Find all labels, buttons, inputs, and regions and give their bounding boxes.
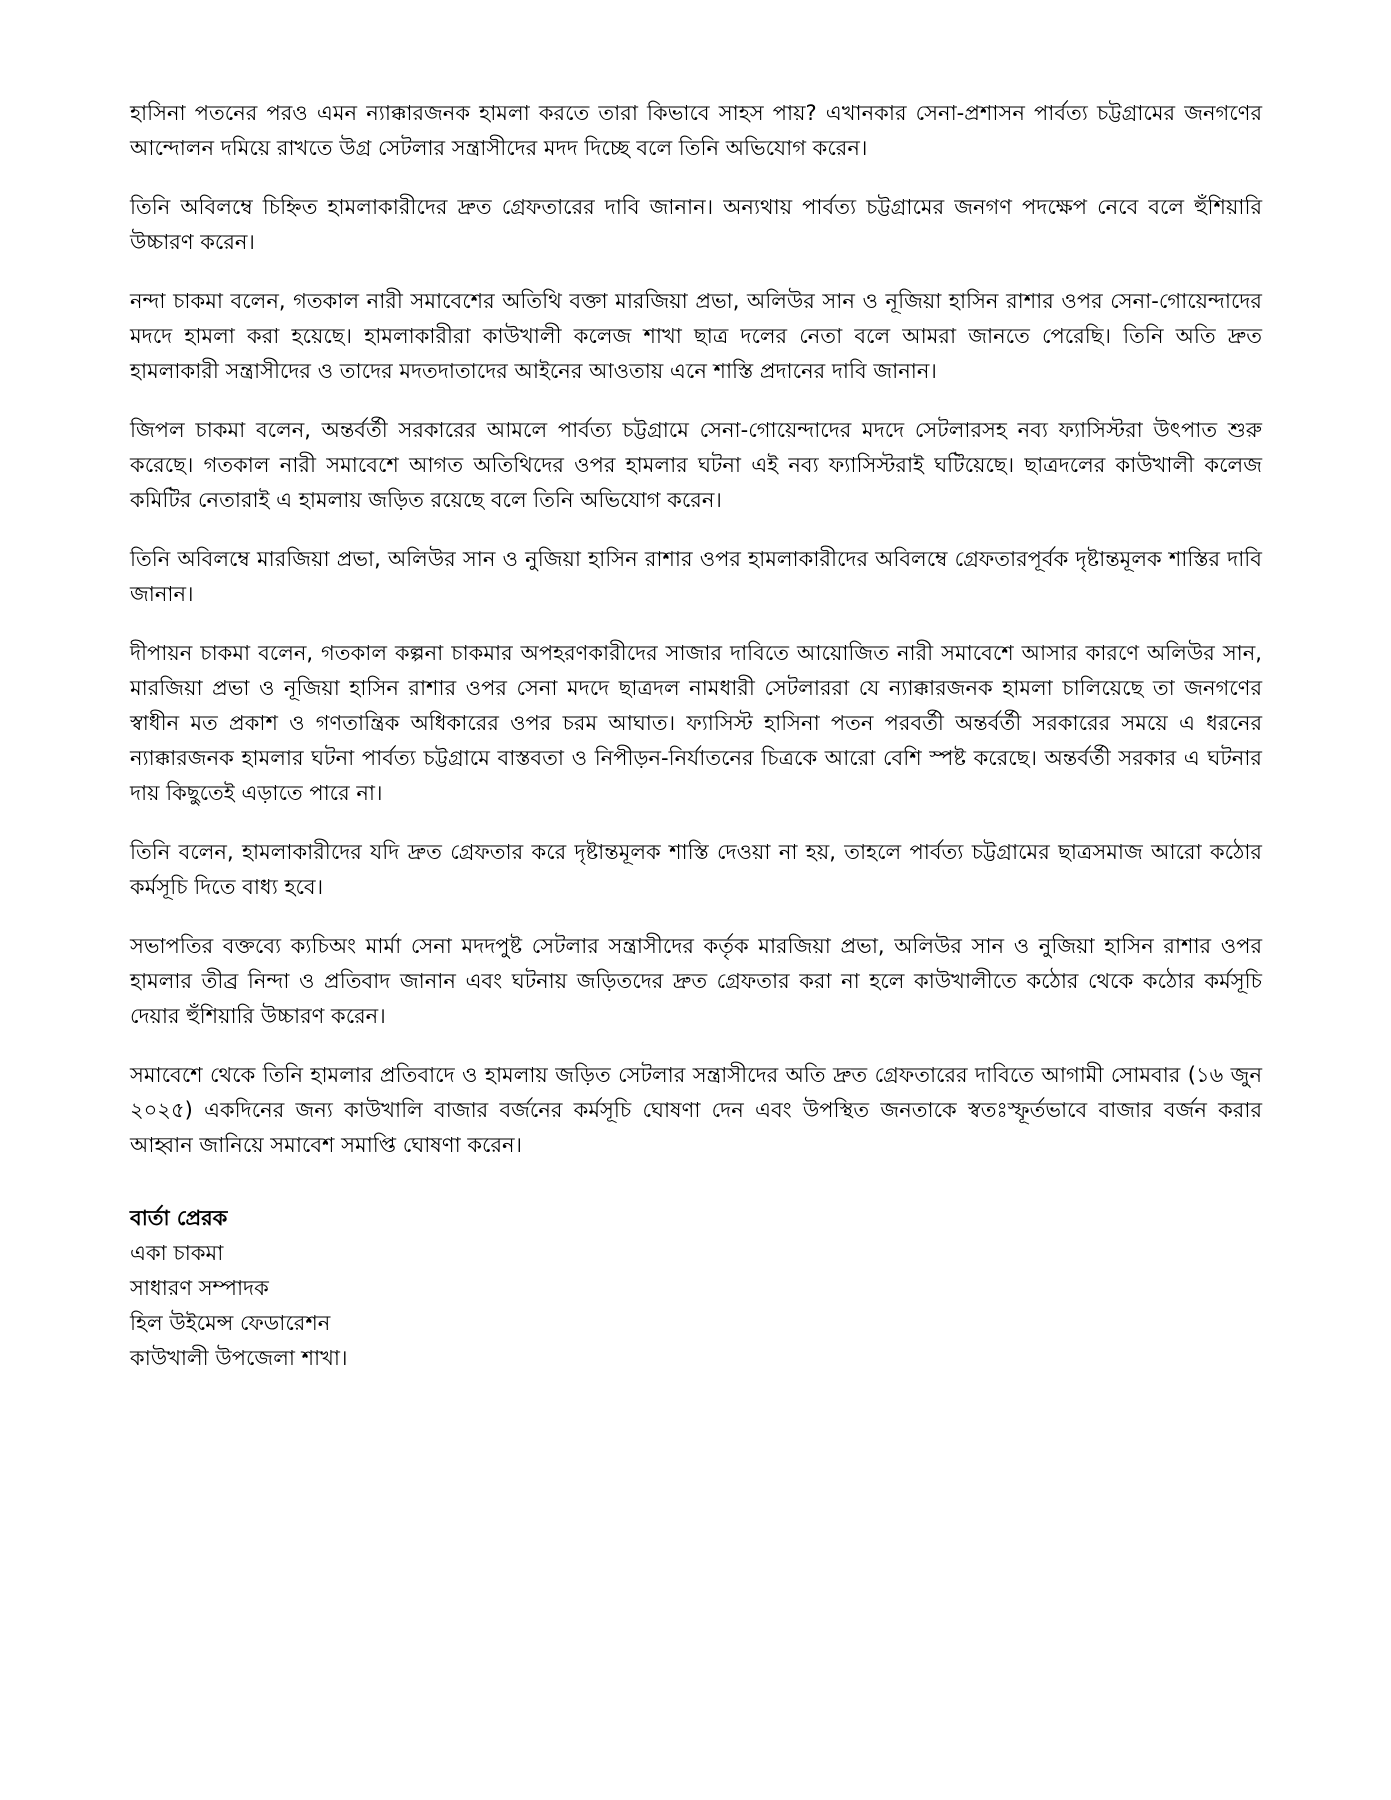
paragraph-8: সভাপতির বক্তব্যে ক্যচিঅং মার্মা সেনা মদদপুষ্ট সেটলার সন্ত্রাসীদের কর্তৃক মারজিয়া প্রভা, অলিউর সান ও নুজিয়া হাসিন রাশার ওপর হামলার তীব্র নিন্দা ও প্রতিবাদ জানান এবং ঘটনায় জড়িতদের দ্রুত গ্রেফতার করা না হলে কাউখালীতে কঠোর থেকে কঠোর কর্মসূচি দেয়ার হুঁশিয়ারি উচ্চারণ করেন। xyxy=(130,934,1262,1028)
paragraph-4: জিপল চাকমা বলেন, অন্তর্বর্তী সরকারের আমলে পার্বত্য চট্টগ্রামে সেনা-গোয়েন্দাদের মদদে সেটলারসহ নব্য ফ্যাসিস্টরা উৎপাত শুরু করেছে। গতকাল নারী সমাবেশে আগত অতিথিদের ওপর হামলার ঘটনা এই নব্য ফ্যাসিস্টরাই ঘটিয়েছে। ছাত্রদলের কাউখালী কলেজ কমিটির নেতারাই এ হামলায় জড়িত রয়েছে বলে তিনি অভিযোগ করেন। xyxy=(130,418,1262,512)
paragraph-1: হাসিনা পতনের পরও এমন ন্যাক্কারজনক হামলা করতে তারা কিভাবে সাহস পায়? এখানকার সেনা-প্রশাসন পার্বত্য চট্টগ্রামের জনগণের আন্দোলন দমিয়ে রাখতে উগ্র সেটলার সন্ত্রাসীদের মদদ দিচ্ছে বলে তিনি অভিযোগ করেন। xyxy=(130,101,1262,160)
signature-designation: সাধারণ সম্পাদক xyxy=(130,1276,269,1300)
signature-heading: বার্তা প্রেরক xyxy=(130,1206,228,1230)
paragraph-7: তিনি বলেন, হামলাকারীদের যদি দ্রুত গ্রেফতার করে দৃষ্টান্তমূলক শাস্তি দেওয়া না হয়, তাহলে পার্বত্য চট্টগ্রামের ছাত্রসমাজ আরো কঠোর কর্মসূচি দিতে বাধ্য হবে। xyxy=(130,840,1262,899)
signature-name: একা চাকমা xyxy=(130,1241,224,1265)
signature-branch: কাউখালী উপজেলা শাখা। xyxy=(130,1346,348,1370)
signature-organization: হিল উইমেন্স ফেডারেশন xyxy=(130,1311,331,1335)
paragraph-5: তিনি অবিলম্বে মারজিয়া প্রভা, অলিউর সান ও নুজিয়া হাসিন রাশার ওপর হামলাকারীদের অবিলম্বে গ্রেফতারপূর্বক দৃষ্টান্তমূলক শাস্তির দাবি জানান। xyxy=(130,547,1262,606)
paragraph-3: নন্দা চাকমা বলেন, গতকাল নারী সমাবেশের অতিথি বক্তা মারজিয়া প্রভা, অলিউর সান ও নূজিয়া হাসিন রাশার ওপর সেনা-গোয়েন্দাদের মদদে হামলা করা হয়েছে। হামলাকারীরা কাউখালী কলেজ শাখা ছাত্র দলের নেতা বলে আমরা জানতে পেরেছি। তিনি অতি দ্রুত হামলাকারী সন্ত্রাসীদের ও তাদের মদতদাতাদের আইনের আওতায় এনে শাস্তি প্রদানের দাবি জানান। xyxy=(130,289,1262,383)
paragraph-9: সমাবেশে থেকে তিনি হামলার প্রতিবাদে ও হামলায় জড়িত সেটলার সন্ত্রাসীদের অতি দ্রুত গ্রেফতারের দাবিতে আগামী সোমবার (১৬ জুন ২০২৫) একদিনের জন্য কাউখালি বাজার বর্জনের কর্মসূচি ঘোষণা দেন এবং উপস্থিত জনতাকে স্বতঃস্ফূর্তভাবে বাজার বর্জন করার আহ্বান জানিয়ে সমাবেশ সমাপ্তি ঘোষণা করেন। xyxy=(130,1063,1262,1157)
paragraph-2: তিনি অবিলম্বে চিহ্নিত হামলাকারীদের দ্রুত গ্রেফতারের দাবি জানান। অন্যথায় পার্বত্য চট্টগ্রামের জনগণ পদক্ষেপ নেবে বলে হুঁশিয়ারি উচ্চারণ করেন। xyxy=(130,195,1262,254)
signature-block xyxy=(130,1201,1262,1376)
paragraph-6: দীপায়ন চাকমা বলেন, গতকাল কল্পনা চাকমার অপহরণকারীদের সাজার দাবিতে আয়োজিত নারী সমাবেশে আসার কারণে অলিউর সান, মারজিয়া প্রভা ও নূজিয়া হাসিন রাশার ওপর সেনা মদদে ছাত্রদল নামধারী সেটলাররা যে ন্যাক্কারজনক হামলা চালিয়েছে তা জনগণের স্বাধীন মত প্রকাশ ও গণতান্ত্রিক অধিকারের ওপর চরম আঘাত। ফ্যাসিস্ট হাসিনা পতন পরবর্তী অন্তর্বর্তী সরকারের সময়ে এ ধরনের ন্যাক্কারজনক হামলার ঘটনা পার্বত্য চট্টগ্রামে বাস্তবতা ও নিপীড়ন-নির্যাতনের চিত্রকে আরো বেশি স্পষ্ট করেছে। অন্তর্বর্তী সরকার এ ঘটনার দায় কিছুতেই এড়াতে পারে না। xyxy=(130,641,1262,805)
press-release-page xyxy=(130,96,1262,1376)
